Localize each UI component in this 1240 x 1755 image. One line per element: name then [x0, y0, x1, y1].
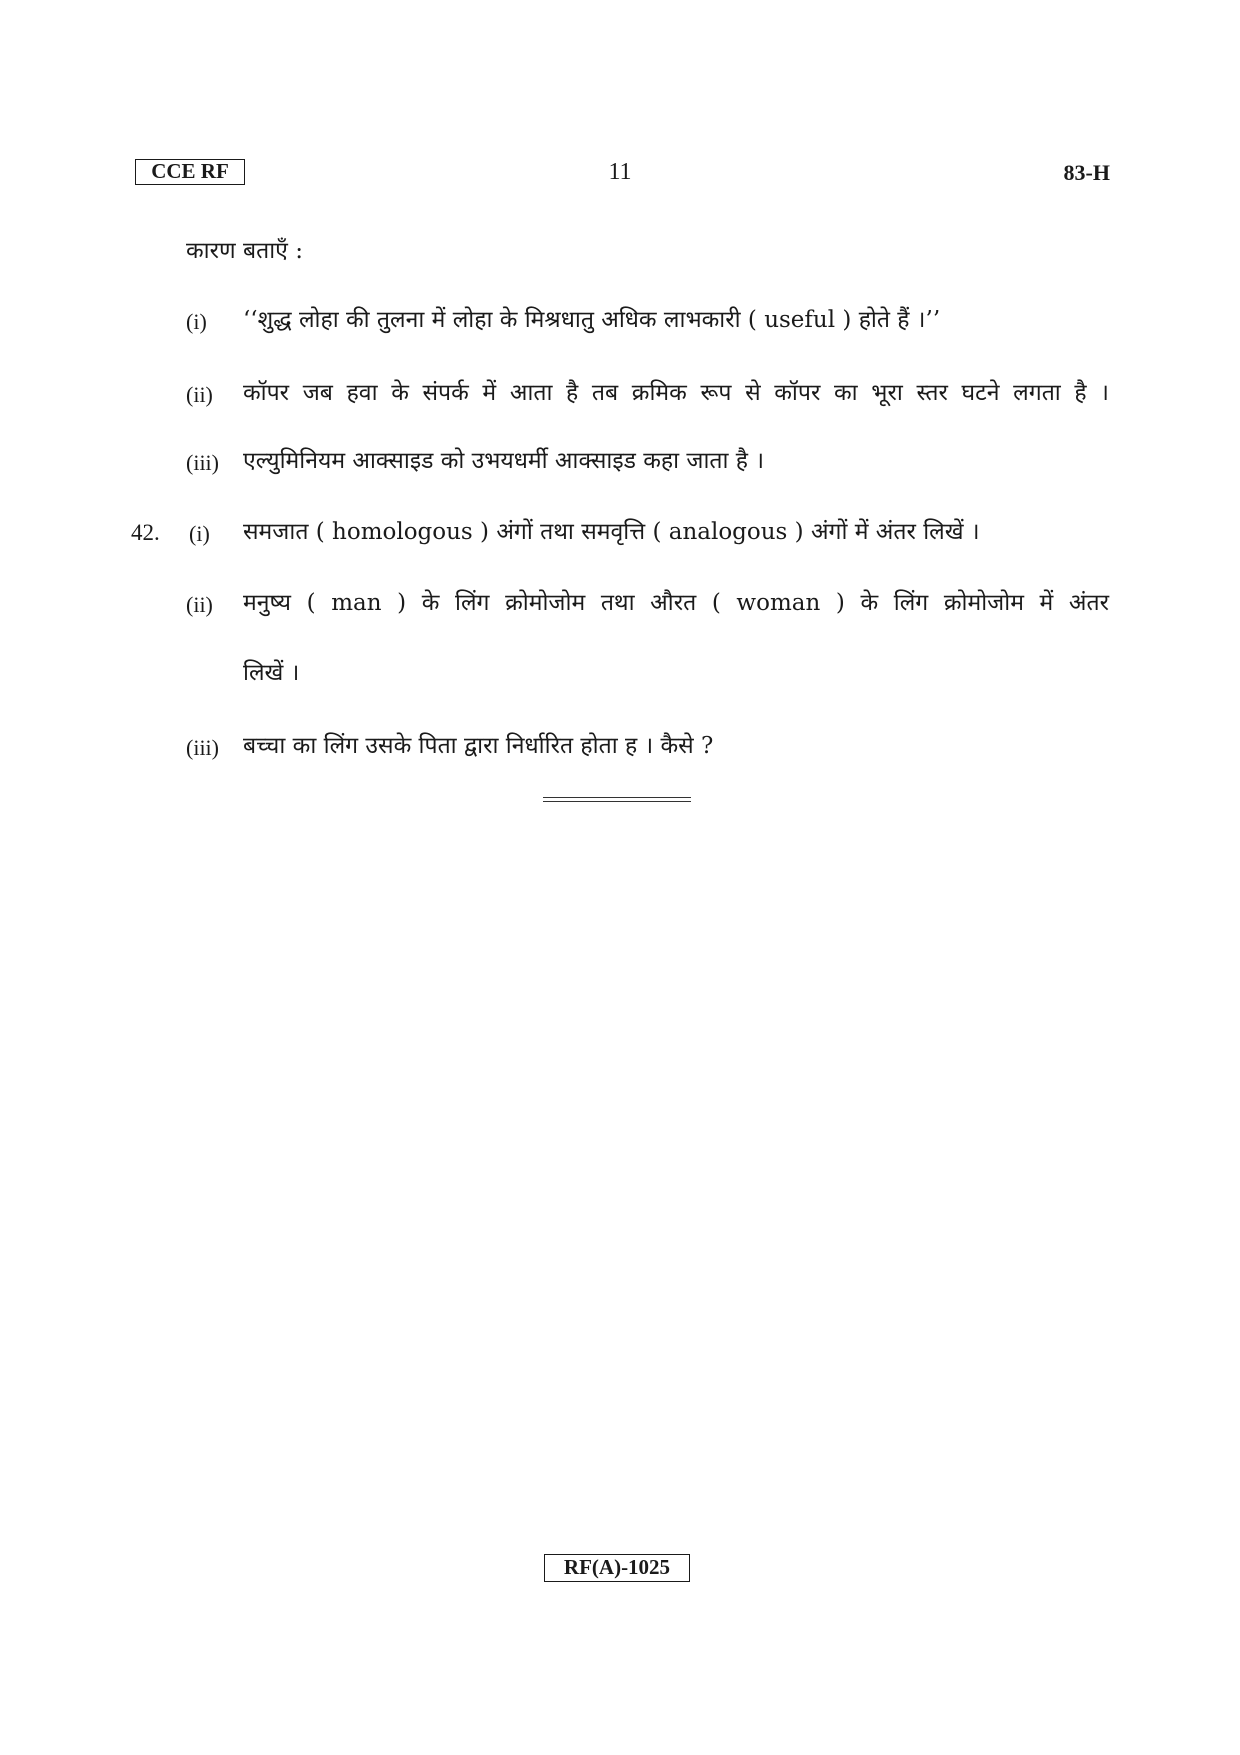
q41-iii-marker: (iii)	[186, 450, 219, 475]
q41-ii-marker: (ii)	[186, 382, 213, 407]
paper-code: 83-H	[1063, 160, 1110, 185]
q41-i-marker: (i)	[186, 309, 207, 334]
q42-ii-continuation: लिखें ।	[243, 660, 300, 686]
header-code-box: CCE RF	[135, 159, 245, 185]
q42-iii-text: बच्चा का लिंग उसके पिता द्वारा निर्धारित होता ह । कैसे ?	[243, 733, 714, 759]
page-number: 11	[608, 159, 632, 185]
q42-i-text: समजात ( homologous ) अंगों तथा समवृत्ति ( analogous ) अंगों में अंतर लिखें ।	[243, 519, 980, 545]
q41-ii-text: कॉपर जब हवा के संपर्क में आता है तब क्रमिक रूप से कॉपर का भूरा स्तर घटने लगता है ।	[243, 380, 1109, 406]
q42-ii-marker: (ii)	[186, 592, 213, 617]
footer-code-box: RF(A)-1025	[544, 1554, 690, 1582]
q41-iii-text: एल्युमिनियम आक्साइड को उभयधर्मी आक्साइड कहा जाता है ।	[243, 448, 765, 474]
q42-ii-text: मनुष्य ( man ) के लिंग क्रोमोजोम तथा औरत ( woman ) के लिंग क्रोमोजोम में अंतर	[243, 590, 1109, 616]
q41-i-text: ‘‘शुद्ध लोहा की तुलना में लोहा के मिश्रधातु अधिक लाभकारी ( useful ) होते हैं ।’’	[243, 307, 941, 333]
instruction-heading: कारण बताएँ :	[186, 238, 303, 264]
q42-number: 42.	[131, 520, 160, 545]
q42-iii-marker: (iii)	[186, 735, 219, 760]
end-divider	[543, 797, 691, 802]
q42-i-marker: (i)	[189, 521, 210, 546]
